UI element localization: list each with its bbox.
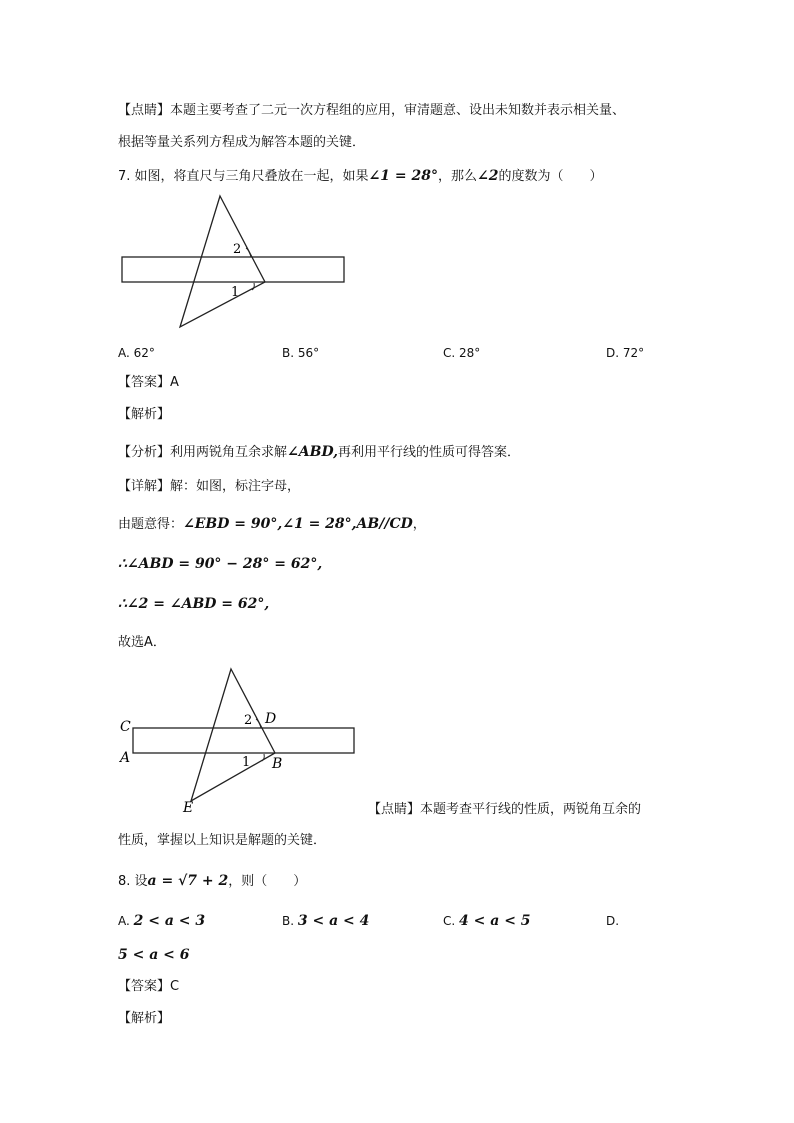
- point-d-label: D: [265, 711, 277, 727]
- q8-analysis-heading: 【解析】: [118, 1011, 171, 1026]
- point-a-label: A: [120, 750, 131, 766]
- question-7-solution-figure: [115, 664, 365, 816]
- q7-conclusion: 故选A．: [118, 635, 166, 650]
- angle-2-label-labeled: 2: [244, 713, 253, 728]
- angle-1-label: 1: [231, 285, 240, 300]
- q8-option-c: C. 4 < a < 5: [443, 913, 531, 929]
- angle-1-label-labeled: 1: [242, 755, 251, 770]
- question-7-stem-mid: ，那么: [437, 169, 477, 184]
- ruler-shape-labeled: [133, 728, 354, 753]
- point-e-label: E: [183, 800, 194, 816]
- q8-option-b: B. 3 < a < 4: [282, 913, 370, 929]
- q7-comment-line2: 性质，掌握以上知识是解题的关键．: [118, 833, 327, 848]
- q7-option-b: B. 56°: [282, 346, 320, 360]
- q7-fenxi-math: ∠ABD,: [287, 444, 338, 460]
- q7-fenxi: 【分析】利用两锐角互余求解∠ABD,再利用平行线的性质可得答案．: [118, 444, 520, 460]
- q7-option-a: A. 62°: [118, 346, 155, 360]
- q7-given: 由题意得：∠EBD = 90°,∠1 = 28°,AB//CD，: [118, 516, 426, 532]
- question-7-stem-math1: ∠1 = 28°: [368, 168, 438, 184]
- q8-option-d-text: 5 < a < 6: [118, 947, 190, 963]
- question-7-stem: [118, 167, 603, 186]
- question-7-stem-suffix: 的度数为（ ）: [498, 169, 603, 184]
- question-8-stem-math: a = √7 + 2: [147, 873, 229, 889]
- question-7-stem-prefix: 7. 如图，将直尺与三角尺叠放在一起，如果: [118, 169, 369, 184]
- q8-option-a: A. 2 < a < 3: [118, 913, 206, 929]
- point-b-label: B: [272, 756, 283, 772]
- q7-detail: 【详解】解：如图，标注字母，: [118, 479, 301, 494]
- q7-answer: 【答案】A: [118, 375, 179, 390]
- question-8-stem: 8. 设a = √7 + 2，则（ ）: [118, 873, 307, 889]
- q7-step2: ∴∠2 = ∠ABD = 62°,: [118, 596, 270, 612]
- set-square-shape-labeled: [191, 669, 275, 801]
- previous-comment-line1: 【点睛】本题主要考查了二元一次方程组的应用，审清题意、设出未知数并表示相关量、: [118, 103, 626, 118]
- ruler-shape: [122, 257, 344, 282]
- q7-option-c: C. 28°: [443, 346, 481, 360]
- q7-comment-line1: 【点睛】本题考查平行线的性质，两锐角互余的: [368, 802, 642, 817]
- q8-answer: 【答案】C: [118, 979, 180, 994]
- q7-analysis-heading: 【解析】: [118, 407, 171, 422]
- point-c-label: C: [120, 719, 131, 735]
- q7-given-math: ∠EBD = 90°,∠1 = 28°,AB//CD: [183, 516, 413, 532]
- q7-option-d: D. 72°: [606, 346, 645, 360]
- question-7-stem-math2: ∠2: [477, 168, 499, 184]
- previous-comment-line2: 根据等量关系列方程成为解答本题的关键．: [118, 135, 366, 150]
- q7-step1: ∴∠ABD = 90° − 28° = 62°,: [118, 556, 323, 572]
- question-7-figure: [115, 190, 355, 335]
- set-square-shape: [180, 196, 265, 327]
- q8-option-d-letter: D.: [606, 914, 620, 928]
- angle-2-label: 2: [233, 242, 242, 257]
